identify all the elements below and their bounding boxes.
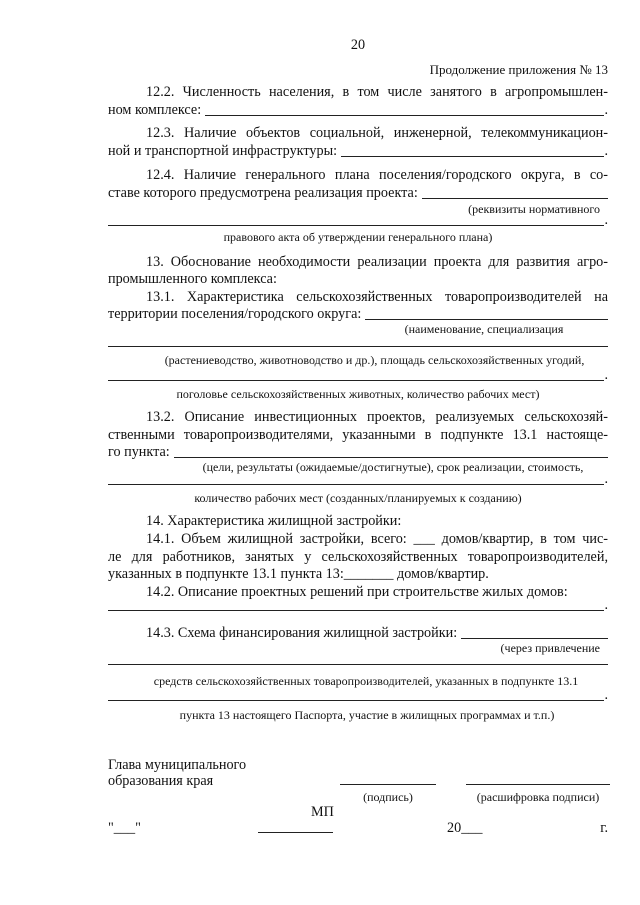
item-12-4-blank-row bbox=[108, 211, 608, 229]
item-12-4-hint-1: (реквизиты нормативного bbox=[468, 202, 600, 216]
item-13-1-blank-line bbox=[365, 305, 608, 320]
item-13-2-line-1: 13.2. Описание инвестиционных проектов, реализуемых сельскохозяй- bbox=[146, 409, 608, 425]
item-12-4-blank-line-2 bbox=[108, 211, 604, 226]
stamp-place: МП bbox=[311, 804, 334, 820]
date-year: 20___ bbox=[447, 820, 483, 836]
signatory-title-line-1: Глава муниципального bbox=[108, 757, 247, 773]
item-13-1-blank-line-2 bbox=[108, 332, 608, 347]
item-13-1-hint-3: поголовье сельскохозяйственных животных, количество рабочих мест) bbox=[176, 387, 540, 401]
page-number: 20 bbox=[350, 37, 366, 53]
item-13-1-blank-line-3 bbox=[108, 366, 604, 381]
item-12-4-end: . bbox=[604, 212, 608, 228]
item-12-4-line-2 bbox=[108, 184, 608, 202]
item-12-3-blank-line bbox=[341, 142, 604, 157]
item-12-3-line-2 bbox=[108, 142, 608, 160]
item-13-1-hint-1: (наименование, специализация bbox=[404, 322, 564, 336]
item-13-line-2: промышленного комплекса: bbox=[108, 271, 277, 287]
signature-caption: (подпись) bbox=[363, 790, 413, 804]
item-12-2-label: ном комплексе: bbox=[108, 102, 202, 118]
item-14-2-end: . bbox=[604, 597, 608, 613]
item-13-2-blank-line bbox=[174, 443, 608, 458]
item-12-4-hint-2: правового акта об утверждении генерального плана) bbox=[223, 230, 493, 244]
item-14-1-line-1: 14.1. Объем жилищной застройки, всего: ___ домов/квартир, в том чис- bbox=[146, 531, 608, 547]
date-day: "___" bbox=[108, 820, 141, 836]
item-13-1-end: . bbox=[604, 367, 608, 383]
item-14-3-blank-row-1 bbox=[108, 650, 608, 668]
item-13-2-blank-line-2 bbox=[108, 470, 604, 485]
item-14-heading: 14. Характеристика жилищной застройки: bbox=[146, 513, 402, 529]
signature-line bbox=[340, 770, 436, 785]
item-13-1-line-1: 13.1. Характеристика сельскохозяйственных товаропроизводителей на bbox=[146, 289, 608, 305]
item-13-line-1: 13. Обоснование необходимости реализации проекта для развития агро- bbox=[146, 254, 608, 270]
item-14-3-blank-line bbox=[461, 624, 608, 639]
signatory-title-line-2: образования края bbox=[108, 773, 214, 789]
item-13-1-label: территории поселения/городского округа: bbox=[108, 306, 362, 322]
item-12-4-label: ставе которого предусмотрена реализация проекта: bbox=[108, 185, 418, 201]
item-13-2-label: го пункта: bbox=[108, 444, 170, 460]
item-14-1-line-3: указанных в подпункте 13.1 пункта 13:_______ домов/квартир. bbox=[108, 566, 489, 582]
item-13-1-blank-row-1 bbox=[108, 332, 608, 350]
name-decoding-caption: (расшифровка подписи) bbox=[476, 790, 600, 804]
appendix-note: Продолжение приложения № 13 bbox=[429, 62, 608, 77]
item-13-2-line-2: ственными товаропроизводителями, указанными в подпункте 13.1 настояще- bbox=[108, 427, 608, 443]
item-12-4-blank-line bbox=[422, 184, 608, 199]
item-12-3-label: ной и транспортной инфраструктуры: bbox=[108, 143, 338, 159]
item-12-2-blank-line bbox=[205, 101, 604, 116]
item-14-3-blank-row-2 bbox=[108, 686, 608, 704]
item-13-2-hint-1: (цели, результаты (ожидаемые/достигнутые), срок реализации, стоимость, bbox=[202, 460, 584, 474]
item-14-1-line-2: ле для работников, занятых у сельскохозяйственных товаропроизводителей, bbox=[108, 549, 608, 565]
item-13-1-blank-row-2 bbox=[108, 366, 608, 384]
date-month-line bbox=[258, 819, 333, 833]
item-12-2-line-1: 12.2. Численность населения, в том числе занятого в агропромышлен- bbox=[146, 84, 608, 100]
item-14-2-blank-row bbox=[108, 596, 608, 614]
item-13-2-end: . bbox=[604, 471, 608, 487]
item-14-3-hint-3: пункта 13 настоящего Паспорта, участие в жилищных программах и т.п.) bbox=[179, 708, 555, 722]
item-12-3-line-1: 12.3. Наличие объектов социальной, инженерной, телекоммуникацион- bbox=[146, 125, 608, 141]
item-12-2-line-2 bbox=[108, 101, 608, 119]
item-14-2-line-1: 14.2. Описание проектных решений при строительстве жилых домов: bbox=[146, 584, 568, 600]
item-12-2-end: . bbox=[604, 102, 608, 118]
item-12-4-line-1: 12.4. Наличие генерального плана поселения/городского округа, в со- bbox=[146, 167, 608, 183]
item-14-3-end: . bbox=[604, 687, 608, 703]
item-13-1-hint-2: (растениеводство, животноводство и др.), площадь сельскохозяйственных угодий, bbox=[164, 353, 585, 367]
item-12-3-end: . bbox=[604, 143, 608, 159]
item-14-3-hint-2: средств сельскохозяйственных товаропроизводителей, указанных в подпункте 13.1 bbox=[153, 674, 579, 688]
name-decoding-line bbox=[466, 770, 610, 785]
item-14-3-hint-1: (через привлечение bbox=[500, 641, 600, 655]
item-14-3-blank-line-3 bbox=[108, 686, 604, 701]
item-14-3-blank-line-2 bbox=[108, 650, 608, 665]
item-14-2-blank-line bbox=[108, 596, 604, 611]
date-year-suffix: г. bbox=[600, 820, 608, 836]
item-13-2-blank-row bbox=[108, 470, 608, 488]
item-14-3-label: 14.3. Схема финансирования жилищной застройки: bbox=[146, 625, 458, 641]
item-13-2-hint-2: количество рабочих мест (созданных/планируемых к созданию) bbox=[194, 491, 522, 505]
